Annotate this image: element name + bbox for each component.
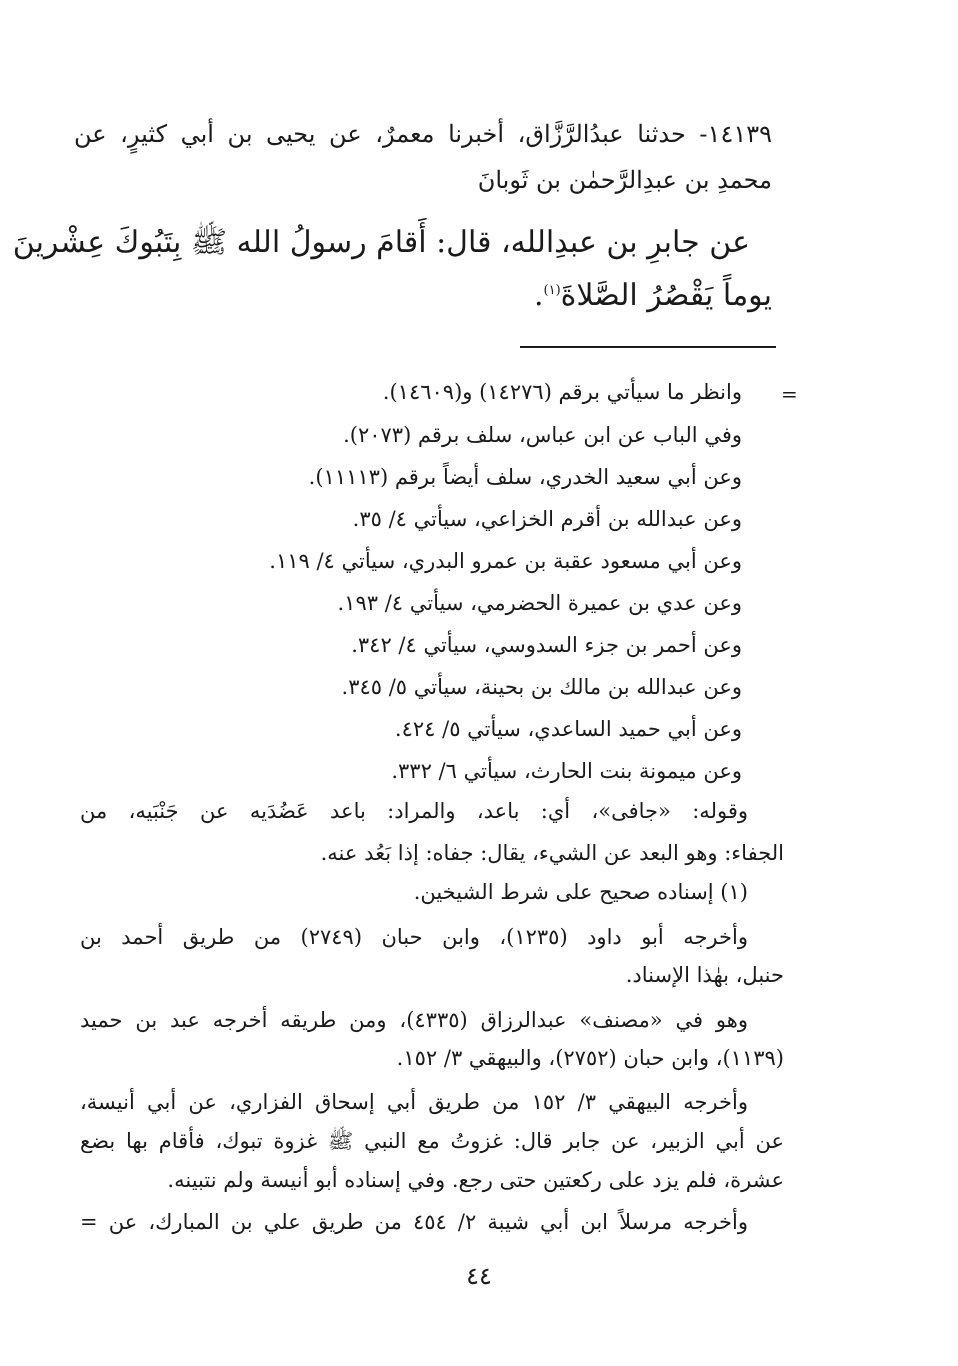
hadith-text-line-2-body: يوماً يَقْصُرُ الصَّلاةَ [560,278,772,313]
footnote-1-para-2-line-1: وهو في «مصنف» عبدالرزاق (٤٣٣٥)، ومن طريقه أخرجه عبد بن حميد [80,1008,748,1032]
cross-ref-line: وعن أبي حميد الساعدي، سيأتي ٥/ ٤٢٤. [394,717,742,741]
hadith-chain-line-1: ١٤١٣٩- حدثنا عبدُالرَّزَّاق، أخبرنا معمرٌ، عن يحيى بن أبي كثيرٍ، عن [74,120,772,148]
footnote-divider [520,346,776,348]
cross-ref-line: وفي الباب عن ابن عباس، سلف برقم (٢٠٧٣). [343,423,742,447]
footnote-1-para-1-line-1: وأخرجه أبو داود (١٢٣٥)، وابن حبان (٢٧٤٩) من طريق أحمد بن [80,925,748,949]
cross-ref-line: وانظر ما سيأتي برقم (١٤٢٧٦) و(١٤٦٠٩). [382,380,742,404]
cross-ref-line: وعن عدي بن عميرة الحضرمي، سيأتي ٤/ ١٩٣. [337,591,742,615]
footnote-1-para-3-line-2: عن أبي الزبير، عن جابر قال: غزوتُ مع النبي ﷺ غزوة تبوك، فأقام بها بضع [80,1129,784,1153]
hadith-text-line-2 [534,278,772,313]
footnote-1-heading: (١) إسناده صحيح على شرط الشيخين. [413,880,748,904]
continuation-marker: = [781,382,798,406]
footnote-1-para-4-line-1: وأخرجه مرسلاً ابن أبي شيبة ٢/ ٤٥٤ من طريق علي بن المبارك، عن = [80,1210,748,1234]
cross-ref-line: وعن عبدالله بن مالك بن بحينة، سيأتي ٥/ ٣٤٥. [341,675,742,699]
jafa-note-line-2: الجفاء: وهو البعد عن الشيء، يقال: جفاه: إذا بَعُد عنه. [320,841,784,865]
cross-ref-line: وعن عبدالله بن أقرم الخزاعي، سيأتي ٤/ ٣٥. [352,507,742,531]
cross-ref-line: وعن أبي مسعود عقبة بن عمرو البدري، سيأتي ٤/ ١١٩. [269,549,742,573]
jafa-note-line-1: وقوله: «جافى»، أي: باعد، والمراد: باعد عَضُدَيه عن جَنْبَيه، من [80,799,748,823]
footnote-1-para-3-line-1: وأخرجه البيهقي ٣/ ١٥٢ من طريق أبي إسحاق الفزاري، عن أبي أنيسة، [80,1090,748,1114]
cross-ref-line: وعن ميمونة بنت الحارث، سيأتي ٦/ ٣٣٢. [391,759,742,783]
footnote-1-para-2-line-2: (١١٣٩)، وابن حبان (٢٧٥٢)، والبيهقي ٣/ ١٥٢. [396,1046,784,1070]
page-number: ٤٤ [466,1262,492,1290]
footnote-ref-marker: (١) [543,283,561,298]
full-stop: . [533,278,544,313]
hadith-chain-line-2: محمدِ بن عبدِالرَّحمٰن بن ثَوبانَ [477,166,772,194]
cross-ref-line: وعن أبي سعيد الخدري، سلف أيضاً برقم (١١١١٣). [308,465,742,489]
footnote-1-para-3-line-3: عشرة، فلم يزد على ركعتين حتى رجع. وفي إسناده أبو أنيسة ولم نتبينه. [167,1168,784,1192]
hadith-text-line-1: عن جابرِ بن عبدِالله، قال: أَقامَ رسولُ الله ﷺ بِتَبُوكَ عِشْرينَ [12,225,750,260]
footnote-1-para-1-line-2: حنبل، بهٰذا الإسناد. [625,963,784,987]
cross-ref-line: وعن أحمر بن جزء السدوسي، سيأتي ٤/ ٣٤٢. [351,633,742,657]
